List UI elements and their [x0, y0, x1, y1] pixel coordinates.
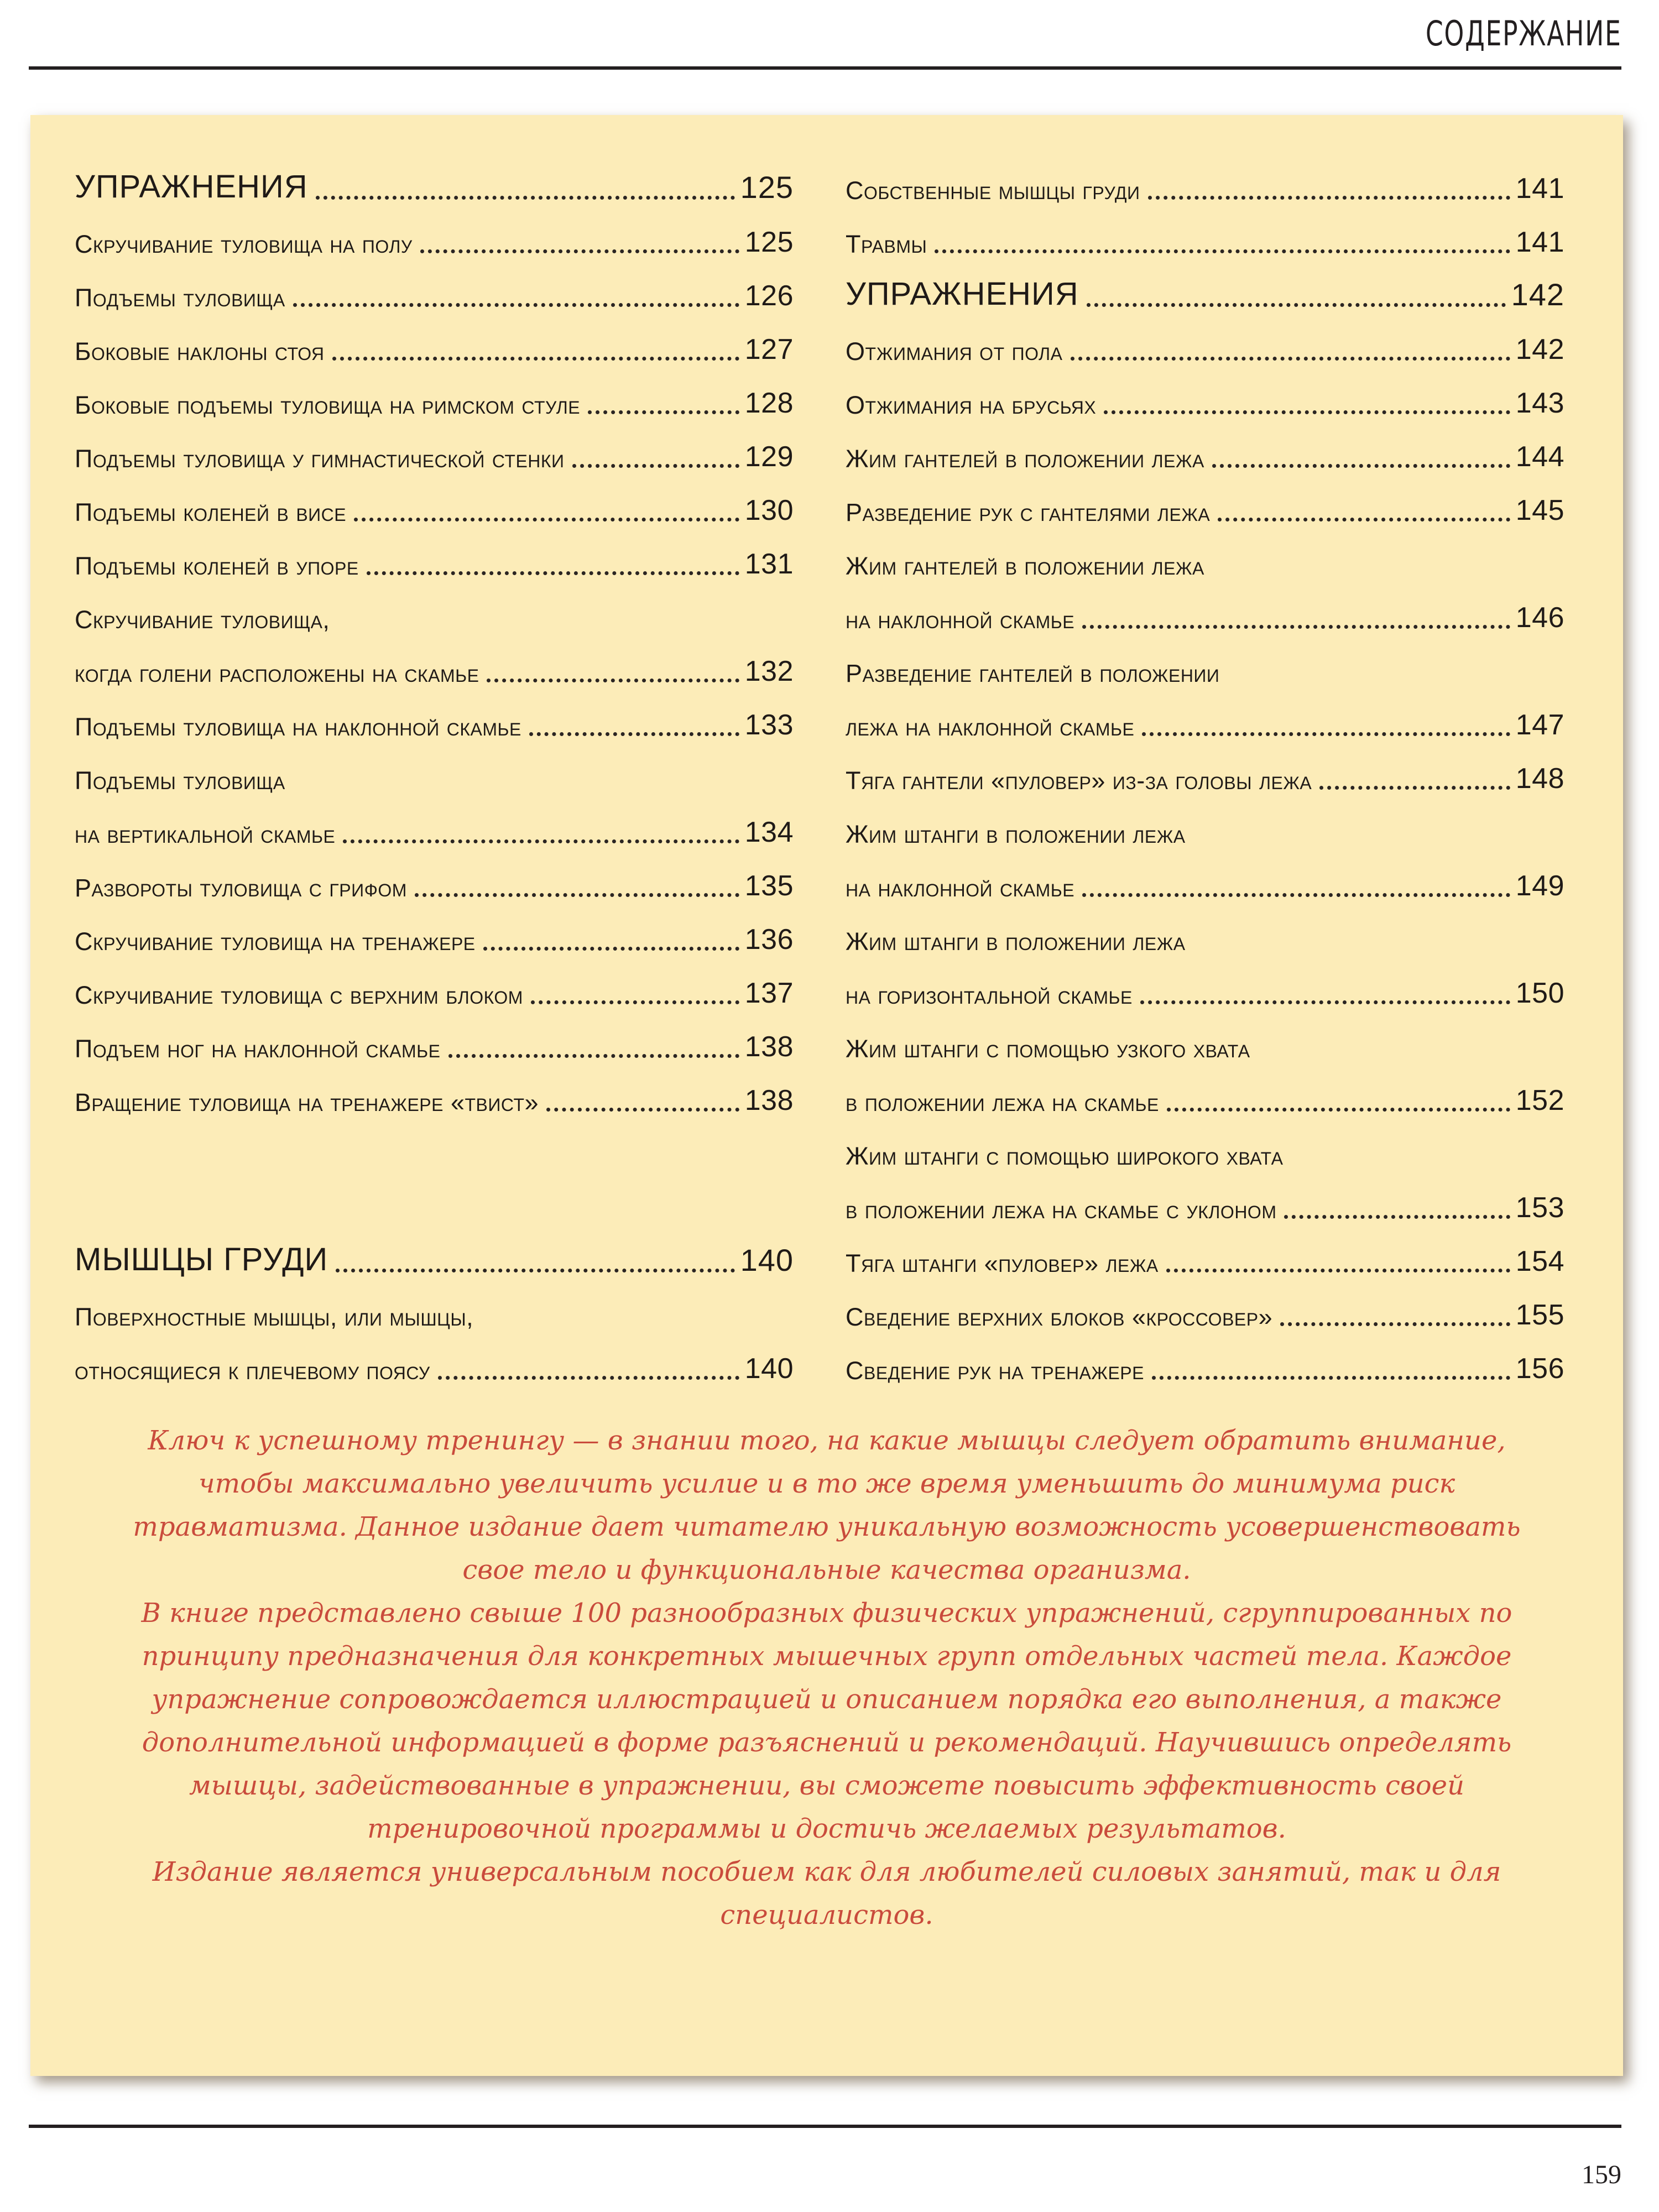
toc-entry [846, 642, 1564, 696]
toc-entry-label: Скручивание туловища с верхним блоком [75, 981, 523, 1009]
page-header [29, 13, 1621, 70]
toc-entry-page: 125 [740, 170, 794, 205]
toc-entry [846, 1232, 1564, 1286]
toc-entry-label: Разведение гантелей в положении [846, 659, 1220, 687]
toc-entry-page: 135 [744, 870, 794, 902]
dot-leader [293, 303, 739, 307]
dot-leader [935, 249, 1510, 253]
toc-entry-label: Скручивание туловища на полу [75, 230, 413, 258]
dot-leader [354, 518, 739, 521]
toc-entry-label: в положении лежа на скамье с уклоном [846, 1196, 1277, 1224]
toc-entry-page: 141 [1515, 226, 1564, 258]
toc-entry-label: лежа на наклонной скамье [846, 713, 1135, 741]
toc-entry-page: 133 [744, 709, 794, 741]
toc-entry [75, 481, 794, 535]
toc-entry-label: Отжимания на брусьях [846, 391, 1097, 419]
toc-entry [846, 159, 1564, 213]
toc-entry [846, 481, 1564, 535]
toc-entry-label: относящиеся к плечевому поясу [75, 1357, 430, 1385]
dot-leader [546, 1108, 739, 1112]
content-panel [30, 115, 1623, 2076]
toc-entry-page: 155 [1515, 1299, 1564, 1331]
toc-entry-label: Скручивание туловища на тренажере [75, 927, 476, 956]
toc-entry-page: 149 [1515, 870, 1564, 902]
toc-entry-page: 145 [1515, 494, 1564, 526]
toc-entry [75, 427, 794, 481]
toc-section-heading [846, 267, 1564, 320]
toc-entry [846, 964, 1564, 1018]
toc-entry-page: 129 [744, 441, 794, 473]
toc-section-heading [75, 159, 794, 213]
toc-entry-label: Сведение рук на тренажере [846, 1357, 1144, 1385]
toc-entry-label: Жим штанги с помощью широкого хвата [846, 1142, 1284, 1170]
toc-entry [846, 1178, 1564, 1232]
toc-entry [75, 1339, 794, 1393]
toc-entry-page: 126 [744, 280, 794, 312]
toc-entry-label: Жим штанги в положении лежа [846, 820, 1186, 848]
dot-leader [531, 1000, 739, 1004]
dot-leader [1104, 410, 1510, 414]
toc-entry-label: Подъем ног на наклонной скамье [75, 1035, 441, 1063]
dot-leader [1142, 732, 1510, 736]
dot-leader [367, 571, 739, 575]
description-paragraph-3: Издание является универсальным пособием как для любителей силовых занятий, так и для специалистов. [152, 1856, 1501, 1931]
toc-entry-label: Скручивание туловища, [75, 606, 330, 634]
toc-entry-page: 138 [744, 1084, 794, 1117]
toc-entry-label: Боковые наклоны стоя [75, 337, 325, 366]
dot-leader [1167, 1108, 1510, 1112]
toc-entry [846, 320, 1564, 374]
toc-entry-page: 128 [744, 387, 794, 419]
toc-entry [846, 374, 1564, 427]
dot-leader [588, 410, 739, 414]
toc-left-column [75, 159, 794, 1393]
toc-entry-page: 137 [744, 977, 794, 1009]
toc-entry [75, 1286, 794, 1339]
toc-entry [846, 213, 1564, 267]
toc-entry-page: 152 [1515, 1084, 1564, 1117]
toc-entry-label: Подъемы туловища у гимнастической стенки [75, 445, 565, 473]
toc-entry [846, 749, 1564, 803]
toc-entry [846, 696, 1564, 749]
toc-entry-page: 130 [744, 494, 794, 526]
dot-leader [336, 1269, 734, 1272]
toc-entry [846, 857, 1564, 910]
dot-leader [1071, 357, 1510, 361]
toc-entry-label: Подъемы туловища [75, 766, 285, 795]
toc-entry-label: Отжимания от пола [846, 337, 1063, 366]
toc-entry-label: Подъемы коленей в висе [75, 498, 347, 526]
toc-entry-label: Жим штанги в положении лежа [846, 927, 1186, 956]
toc-entry-page: 142 [1511, 277, 1564, 312]
toc-entry [846, 1071, 1564, 1125]
toc-entry-page: 140 [740, 1243, 794, 1277]
toc-entry-label: УПРАЖНЕНИЯ [75, 169, 308, 205]
toc-entry-page: 156 [1515, 1353, 1564, 1385]
toc-entry-label: Жим гантелей в положении лежа [846, 552, 1204, 580]
toc-entry [75, 1018, 794, 1071]
toc-entry-label: УПРАЖНЕНИЯ [846, 276, 1079, 312]
toc-entry-label: когда голени расположены на скамье [75, 659, 479, 687]
dot-leader [1082, 625, 1510, 629]
toc-entry-page: 148 [1515, 763, 1564, 795]
toc-entry-label: Тяга штанги «пуловер» лежа [846, 1249, 1159, 1277]
dot-leader [438, 1376, 739, 1380]
dot-leader [1087, 303, 1506, 307]
description-paragraph-1: Ключ к успешному тренингу — в знании того, на какие мышцы следует обратить внимание, чтобы максимально увеличить усилие и в то же время уменьшить до минимума риск травматизма. Данное издание дает читателю уникальную возможность усовершенствовать свое тело и функциональные качества организма. [133, 1425, 1521, 1585]
toc-right-column [846, 159, 1564, 1393]
toc-entry-page: 136 [744, 924, 794, 956]
toc-entry [75, 1071, 794, 1125]
dot-leader [1148, 196, 1510, 200]
book-description [130, 1419, 1524, 1937]
dot-leader [483, 947, 739, 951]
dot-leader [1152, 1376, 1510, 1380]
toc-entry-page: 131 [744, 548, 794, 580]
toc-entry-page: 140 [744, 1353, 794, 1385]
toc-entry-page: 141 [1515, 173, 1564, 205]
toc-entry [75, 857, 794, 910]
dot-leader [1280, 1322, 1510, 1326]
toc-section-heading [75, 1232, 794, 1286]
dot-leader [1218, 518, 1510, 521]
toc-entry [846, 1125, 1564, 1178]
toc-entry-label: Сведение верхних блоков «кроссовер» [846, 1303, 1273, 1331]
toc-entry [846, 910, 1564, 964]
toc-entry [846, 535, 1564, 588]
toc-entry-page: 132 [744, 655, 794, 687]
toc-entry [75, 964, 794, 1018]
toc-entry-label: на наклонной скамье [846, 874, 1075, 902]
toc-entry-label: на наклонной скамье [846, 606, 1075, 634]
toc-entry [75, 642, 794, 696]
dot-leader [316, 196, 735, 200]
toc-entry-label: Поверхностные мышцы, или мышцы, [75, 1303, 474, 1331]
dot-leader [1166, 1269, 1510, 1272]
toc-entry [75, 320, 794, 374]
toc-entry-label: Подъемы коленей в упоре [75, 552, 359, 580]
footer-rule [29, 2125, 1621, 2128]
toc-entry-label: Жим гантелей в положении лежа [846, 445, 1204, 473]
toc-entry-label: Жим штанги с помощью узкого хвата [846, 1035, 1250, 1063]
toc-entry [75, 803, 794, 857]
toc-entry-page: 144 [1515, 441, 1564, 473]
toc-entry [75, 588, 794, 642]
toc-entry-page: 153 [1515, 1192, 1564, 1224]
toc-entry-page: 127 [744, 333, 794, 366]
toc-entry-page: 143 [1515, 387, 1564, 419]
toc-entry-label: на вертикальной скамье [75, 820, 336, 848]
toc-entry-label: Собственные мышцы груди [846, 176, 1140, 205]
dot-leader [332, 357, 739, 361]
toc-entry [75, 696, 794, 749]
dot-leader [487, 679, 739, 682]
toc-entry [846, 803, 1564, 857]
page-number: 159 [1582, 2160, 1621, 2189]
toc-entry [846, 1018, 1564, 1071]
dot-leader [1140, 1000, 1510, 1004]
toc-entry-page: 147 [1515, 709, 1564, 741]
toc-entry-page: 142 [1515, 333, 1564, 366]
toc-entry [846, 1339, 1564, 1393]
toc-entry-label: Разведение рук с гантелями лежа [846, 498, 1211, 526]
dot-leader [343, 839, 739, 843]
toc-entry [846, 1286, 1564, 1339]
dot-leader [1212, 464, 1510, 468]
dot-leader [448, 1054, 739, 1058]
dot-leader [1082, 893, 1510, 897]
dot-leader [415, 893, 739, 897]
toc-entry [75, 749, 794, 803]
toc-entry-label: Травмы [846, 230, 927, 258]
toc-entry-page: 125 [744, 226, 794, 258]
toc-entry-page: 154 [1515, 1245, 1564, 1277]
dot-leader [572, 464, 739, 468]
toc-entry-page: 138 [744, 1031, 794, 1063]
toc-entry [846, 588, 1564, 642]
toc-entry [75, 374, 794, 427]
toc-entry-label: на горизонтальной скамье [846, 981, 1133, 1009]
description-paragraph-2: В книге представлено свыше 100 разнообразных физических упражнений, сгруппированных по принципу предназначения для конкретных мышечных групп отдельных частей тела. Каждое упражнение сопровождается иллюстрацией и описанием порядка его выполнения, а также дополнительной информацией в форме разъяснений и рекомендаций. Научившись определять мышцы, задействованные в упражнении, вы сможете повысить эффективность своей тренировочной программы и достичь желаемых результатов. [141, 1598, 1512, 1844]
dot-leader [529, 732, 739, 736]
toc-entry [75, 267, 794, 320]
toc-entry-label: в положении лежа на скамье [846, 1088, 1159, 1117]
toc-entry [75, 535, 794, 588]
toc-spacer [75, 1125, 794, 1178]
toc-entry-label: Развороты туловища с грифом [75, 874, 407, 902]
toc-entry-label: Боковые подъемы туловища на римском стуле [75, 391, 581, 419]
toc-entry [75, 213, 794, 267]
toc-entry [846, 427, 1564, 481]
toc-entry-label: Подъемы туловища [75, 284, 285, 312]
toc-entry-page: 146 [1515, 602, 1564, 634]
header-title: СОДЕРЖАНИЕ [1425, 13, 1621, 54]
toc-entry-label: Вращение туловища на тренажере «твист» [75, 1088, 539, 1117]
toc-entry-label: Подъемы туловища на наклонной скамье [75, 713, 521, 741]
toc-spacer [75, 1178, 794, 1232]
dot-leader [1319, 786, 1510, 790]
dot-leader [420, 249, 739, 253]
toc-entry-label: МЫШЦЫ ГРУДИ [75, 1241, 328, 1277]
dot-leader [1284, 1215, 1510, 1219]
toc-entry-page: 134 [744, 816, 794, 848]
toc-entry-page: 150 [1515, 977, 1564, 1009]
toc-entry [75, 910, 794, 964]
toc-entry-label: Тяга гантели «пуловер» из-за головы лежа [846, 766, 1312, 795]
